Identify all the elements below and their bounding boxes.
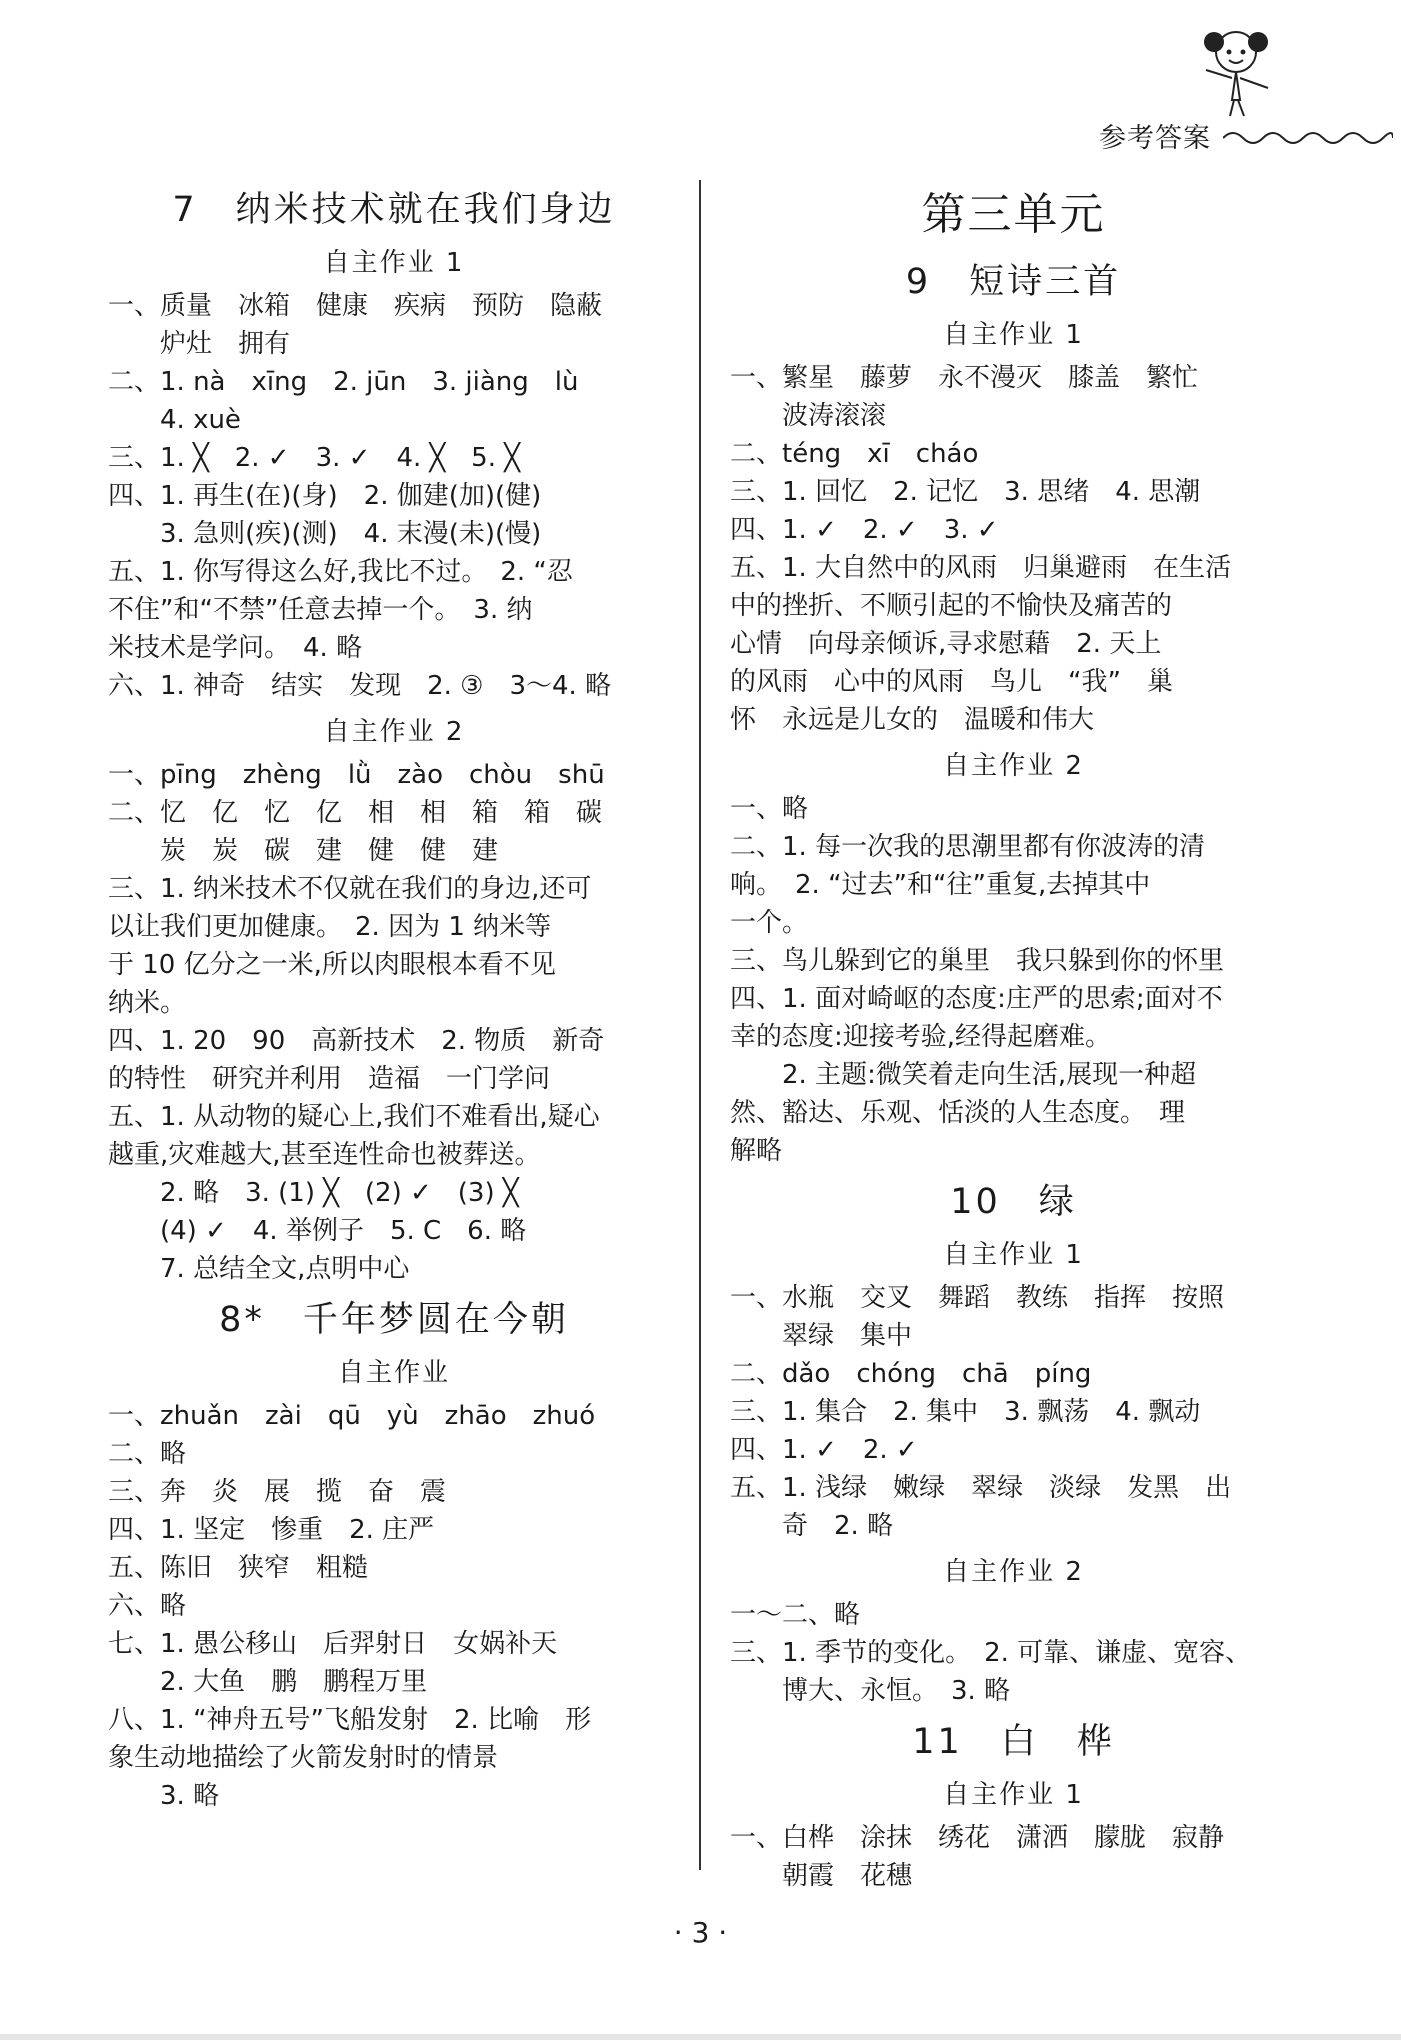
lesson-title: 8* 千年梦圆在今朝	[219, 1300, 569, 1340]
page-header	[981, 0, 1401, 160]
answer-line: 三、1. 集合 2. 集中 3. 飘荡 4. 飘动	[730, 1397, 1201, 1427]
answer-line: 一个。	[730, 908, 809, 938]
right-column	[730, 178, 1297, 1895]
unit-title: 第三单元	[921, 189, 1106, 240]
answer-line: 博大、永恒。 3. 略	[730, 1676, 1011, 1706]
answer-line: 象生动地描绘了火箭发射时的情景	[108, 1743, 499, 1773]
answer-line: 然、豁达、乐观、恬淡的人生态度。 理	[730, 1098, 1186, 1128]
section-title: 自主作业 2	[323, 717, 465, 747]
section-title: 自主作业	[337, 1358, 450, 1388]
lesson-title: 7 纳米技术就在我们身边	[172, 190, 616, 230]
answer-line: 的特性 研究并利用 造福 一门学问	[108, 1064, 551, 1094]
answer-line: 中的挫折、不顺引起的不愉快及痛苦的	[730, 591, 1173, 621]
answer-line: 五、陈旧 狭窄 粗糙	[108, 1553, 369, 1583]
section-title: 自主作业 1	[323, 248, 465, 278]
answer-line: 幸的态度:迎接考验,经得起磨难。	[730, 1022, 1112, 1052]
scan-edge	[0, 2034, 1401, 2040]
answer-line: 八、1. “神舟五号”飞船发射 2. 比喻 形	[108, 1705, 592, 1735]
answer-line: 二、téng xī cháo	[730, 439, 979, 469]
answer-line: 一、质量 冰箱 健康 疾病 预防 隐蔽	[108, 291, 603, 321]
answer-line: 波涛滚滚	[730, 401, 887, 431]
column-divider	[699, 180, 701, 1870]
answer-line: 二、略	[108, 1439, 187, 1469]
wave-decoration-icon	[1223, 128, 1393, 148]
answer-line: 六、略	[108, 1591, 187, 1621]
section-title: 自主作业 2	[943, 751, 1084, 781]
answer-line: 三、1. ╳ 2. ✓ 3. ✓ 4. ╳ 5. ╳	[108, 443, 520, 473]
answer-line: 四、1. 再生(在)(身) 2. 伽建(加)(健)	[108, 481, 542, 511]
answer-line: 四、1. ✓ 2. ✓	[730, 1435, 918, 1465]
answer-line: 4. xuè	[108, 405, 241, 435]
answer-line: 的风雨 心中的风雨 鸟儿 “我” 巢	[730, 667, 1173, 697]
answer-line: 一、繁星 藤萝 永不漫灭 膝盖 繁忙	[730, 363, 1199, 393]
answer-line: 一、水瓶 交叉 舞蹈 教练 指挥 按照	[730, 1283, 1225, 1313]
answer-line: 心情 向母亲倾诉,寻求慰藉 2. 天上	[730, 629, 1162, 659]
left-column	[108, 178, 680, 1815]
answer-line: 一、zhuǎn zài qū yù zhāo zhuó	[108, 1401, 596, 1431]
answer-line: 三、奔 炎 展 揽 奋 震	[108, 1477, 447, 1507]
answer-line: 一、白桦 涂抹 绣花 潇洒 朦胧 寂静	[730, 1823, 1225, 1853]
answer-line: 一、pīng zhèng lǜ zào chòu shū	[108, 760, 605, 790]
lesson-title: 9 短诗三首	[905, 262, 1122, 302]
section-title: 自主作业 1	[943, 1240, 1084, 1270]
answer-line: 纳米。	[108, 988, 187, 1018]
answer-line: 不住”和“不禁”任意去掉一个。 3. 纳	[108, 595, 533, 625]
answer-line: 四、1. 20 90 高新技术 2. 物质 新奇	[108, 1026, 605, 1056]
lesson-title: 11 白 桦	[912, 1722, 1115, 1762]
answer-line: 三、鸟儿躲到它的巢里 我只躲到你的怀里	[730, 946, 1225, 976]
answer-line: 2. 主题:微笑着走向生活,展现一种超	[730, 1060, 1197, 1090]
answer-line: 米技术是学问。 4. 略	[108, 633, 363, 663]
section-title: 自主作业 2	[943, 1557, 1084, 1587]
answer-line: 二、1. 每一次我的思潮里都有你波涛的清	[730, 832, 1206, 862]
answer-line: (4) ✓ 4. 举例子 5. C 6. 略	[108, 1216, 527, 1246]
answer-line: 于 10 亿分之一米,所以肉眼根本看不见	[108, 950, 556, 980]
answer-line: 六、1. 神奇 结实 发现 2. ③ 3～4. 略	[108, 671, 612, 701]
answer-line: 以让我们更加健康。 2. 因为 1 纳米等	[108, 912, 552, 942]
answer-line: 炭 炭 碳 建 健 健 建	[108, 836, 499, 866]
lesson-title: 10 绿	[950, 1182, 1077, 1222]
answer-line: 翠绿 集中	[730, 1321, 913, 1351]
answer-line: 一～二、略	[730, 1600, 861, 1630]
answer-line: 朝霞 花穗	[730, 1861, 913, 1891]
answer-line: 四、1. ✓ 2. ✓ 3. ✓	[730, 515, 999, 545]
answer-line: 五、1. 你写得这么好,我比不过。 2. “忍	[108, 557, 573, 587]
answer-line: 奇 2. 略	[730, 1511, 894, 1541]
section-title: 自主作业 1	[943, 1780, 1084, 1810]
answer-line: 二、忆 亿 忆 亿 相 相 箱 箱 碳	[108, 798, 603, 828]
answer-line: 7. 总结全文,点明中心	[108, 1254, 410, 1284]
answer-line: 3. 急则(疾)(测) 4. 末漫(未)(慢)	[108, 519, 542, 549]
answer-line: 3. 略	[108, 1781, 220, 1811]
answer-line: 2. 略 3. (1) ╳ (2) ✓ (3) ╳	[108, 1178, 519, 1208]
section-title: 自主作业 1	[943, 320, 1084, 350]
answer-line: 五、1. 从动物的疑心上,我们不难看出,疑心	[108, 1102, 600, 1132]
answer-line: 一、略	[730, 794, 809, 824]
answer-line: 七、1. 愚公移山 后羿射日 女娲补天	[108, 1629, 558, 1659]
answer-line: 解略	[730, 1136, 783, 1166]
answer-line: 响。 2. “过去”和“往”重复,去掉其中	[730, 870, 1151, 900]
answer-line: 二、dǎo chóng chā píng	[730, 1359, 1092, 1389]
answer-line: 五、1. 浅绿 嫩绿 翠绿 淡绿 发黑 出	[730, 1473, 1232, 1503]
answer-line: 二、1. nà xīng 2. jūn 3. jiàng lù	[108, 367, 579, 397]
answer-line: 四、1. 面对崎岖的态度:庄严的思索;面对不	[730, 984, 1223, 1014]
header-label: 参考答案	[1099, 123, 1211, 154]
cartoon-girl-icon	[1186, 22, 1296, 122]
answer-line: 三、1. 回忆 2. 记忆 3. 思绪 4. 思潮	[730, 477, 1201, 507]
answer-line: 四、1. 坚定 惨重 2. 庄严	[108, 1515, 435, 1545]
answer-line: 2. 大鱼 鹏 鹏程万里	[108, 1667, 428, 1697]
page-number: · 3 ·	[673, 1916, 728, 1949]
answer-line: 五、1. 大自然中的风雨 归巢避雨 在生活	[730, 553, 1232, 583]
answer-line: 三、1. 季节的变化。 2. 可靠、谦虚、宽容、	[730, 1638, 1252, 1668]
answer-line: 越重,灾难越大,甚至连性命也被葬送。	[108, 1140, 541, 1170]
answer-line: 炉灶 拥有	[108, 329, 291, 359]
answer-line: 三、1. 纳米技术不仅就在我们的身边,还可	[108, 874, 592, 904]
answer-line: 怀 永远是儿女的 温暖和伟大	[730, 705, 1095, 735]
